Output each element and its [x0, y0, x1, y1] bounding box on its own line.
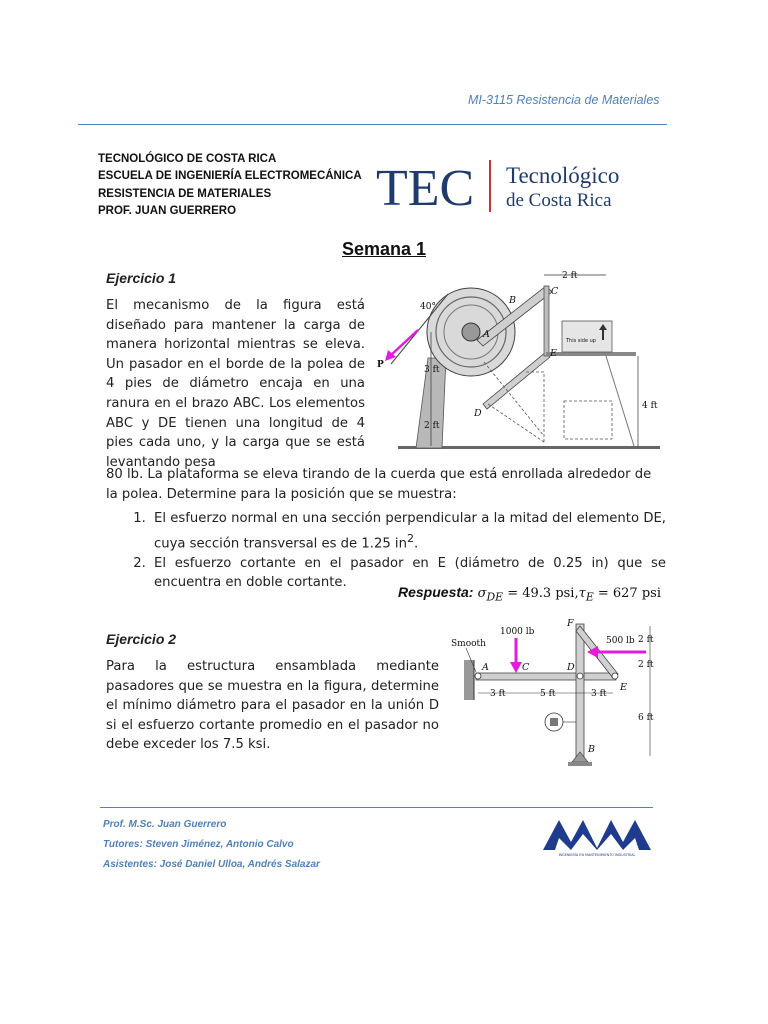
answer-tau-value: = 627 psi	[593, 586, 661, 601]
exercise1-paragraph-wrapped: El mecanismo de la figura está diseñado para mantener la carga de manera horizontal mientras se eleva. Un pasador en el borde de la polea de 4 pies de diámetro encaja en una ranura en el brazo ABC. Los elementos ABC y DE tienen una longitud de 4 pies cada uno, y la carga que se está levantando pesa	[106, 298, 365, 470]
institution-line: RESISTENCIA DE MATERIALES	[98, 187, 272, 200]
point-label-e2: E	[620, 682, 627, 693]
week-title-wrapper	[0, 239, 768, 260]
dim-2ft-b-label: 2 ft	[638, 660, 654, 670]
beam-ae	[476, 673, 616, 680]
point-label-b: B	[509, 295, 516, 306]
point-label-f2: F	[567, 618, 574, 629]
maintenance-logo-mark-icon	[543, 820, 651, 850]
pulley-hub	[462, 323, 480, 341]
exercise1-title: Ejercicio 1	[106, 270, 177, 286]
force-p-arrow	[390, 330, 418, 356]
dim-3ft-a-label: 3 ft	[490, 689, 506, 699]
point-label-e: E	[550, 348, 557, 359]
support-b-base	[568, 762, 592, 766]
exercise1-figure	[376, 266, 666, 458]
platform	[546, 352, 636, 356]
pin-e	[612, 673, 618, 679]
week-title: Semana 1	[341, 239, 427, 259]
dashed-box	[564, 401, 612, 439]
institution-line: ESCUELA DE INGENIERÍA ELECTROMECÁNICA	[98, 170, 362, 183]
dim-top-label: 2 ft	[562, 271, 578, 281]
answer-sigma-subscript: DE	[486, 590, 504, 604]
institution-line: PROF. JUAN GUERRERO	[98, 204, 237, 217]
dim-left-upper-label: 3 ft	[424, 365, 440, 375]
dim-5ft-label: 5 ft	[540, 689, 556, 699]
question-1-period: .	[413, 535, 419, 551]
question-1	[150, 509, 666, 554]
exercise2-paragraph: Para la estructura ensamblada mediante pasadores que se muestra en la figura, determine el mínimo diámetro para el pasador en la unión D si el esfuerzo cortante promedio en el pasador no debe exceder los 7.5 ksi.	[106, 659, 439, 753]
footer-divider	[100, 807, 653, 808]
point-label-c: C	[551, 286, 559, 297]
answer-tau: τ	[578, 586, 586, 601]
point-label-d2: D	[567, 662, 575, 673]
load-box	[562, 321, 612, 352]
pin-detail-icon	[550, 718, 558, 726]
angle-label: 40°	[420, 302, 436, 312]
answer-sigma: σ	[477, 586, 487, 601]
wall	[464, 660, 474, 700]
exercise2-figure	[450, 616, 666, 780]
footer-professor: Prof. M.Sc. Juan Guerrero	[103, 819, 227, 830]
load-500-label: 500 lb	[606, 636, 635, 646]
footer-tutors: Tutores: Steven Jiménez, Antonio Calvo	[103, 839, 294, 850]
answer-sigma-value: = 49.3 psi,	[503, 586, 579, 601]
exercise1-questions	[128, 509, 666, 593]
point-label-c2: C	[522, 662, 530, 673]
support-b	[572, 752, 588, 762]
footer-credits	[103, 815, 320, 875]
answer-tau-subscript: E	[585, 590, 594, 604]
point-label-a: A	[483, 329, 490, 340]
point-label-d: D	[474, 408, 482, 419]
dim-left-lower-label: 2 ft	[424, 421, 440, 431]
box-label: This side up	[566, 338, 596, 344]
exercise2-title: Ejercicio 2	[106, 631, 177, 647]
header-divider	[78, 124, 667, 125]
dim-2ft-a-label: 2 ft	[638, 635, 654, 645]
load-1000-label: 1000 lb	[500, 627, 535, 637]
exercise1-answer	[398, 584, 688, 604]
question-2-text: El esfuerzo cortante en el pasador en E (diámetro de 0.25 in) que se encuentra en doble cortante.	[154, 555, 666, 591]
footer-assistants: Asistentes: José Daniel Ulloa, Andrés Salazar	[103, 859, 320, 870]
institution-line: TECNOLÓGICO DE COSTA RICA	[98, 153, 277, 165]
pin-a	[475, 673, 481, 679]
answer-label: Respuesta:	[398, 584, 474, 600]
force-p-label: P	[377, 360, 384, 370]
maintenance-engineering-logo	[541, 816, 653, 858]
link-ce	[544, 286, 549, 356]
smooth-label: Smooth	[451, 639, 486, 649]
question-1-text: El esfuerzo normal en una sección perpendicular a la mitad del elemento DE, cuya sección transversal es de 1.25 in	[154, 511, 666, 551]
point-label-a2: A	[482, 662, 489, 673]
tec-logo-abbrev: TEC	[376, 160, 475, 217]
pin-d	[577, 673, 583, 679]
tec-logo	[376, 155, 636, 217]
dim-6ft-label: 6 ft	[638, 713, 654, 723]
course-code-header: MI-3115 Resistencia de Materiales	[468, 93, 660, 107]
institution-block	[98, 151, 362, 220]
exercise1-paragraph-full: 80 lb. La plataforma se eleva tirando de la cuerda que está enrollada alrededor de la polea. Determine para la posición que se muestra:	[106, 467, 652, 502]
tec-logo-name-line2: de Costa Rica	[506, 190, 612, 211]
dim-right-label: 4 ft	[642, 401, 658, 411]
dim-3ft-b-label: 3 ft	[591, 689, 607, 699]
question-1-superscript: 2	[406, 531, 414, 545]
load-1000-arrowhead-icon	[510, 662, 522, 673]
point-label-b2: B	[588, 744, 595, 755]
maintenance-logo-caption: INGENIERÍA EN MANTENIMIENTO INDUSTRIAL	[558, 853, 636, 857]
tec-logo-name-line1: Tecnológico	[506, 163, 620, 188]
tec-logo-divider	[489, 160, 491, 212]
